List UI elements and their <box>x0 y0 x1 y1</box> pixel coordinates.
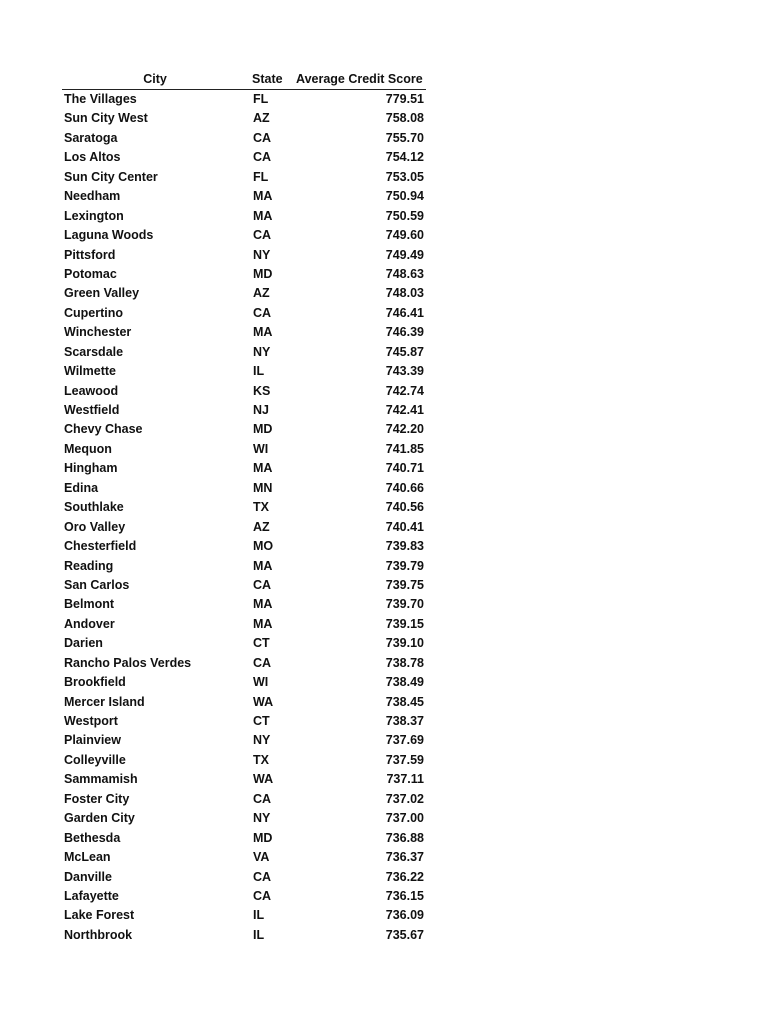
city-cell: Oro Valley <box>64 519 126 534</box>
state-cell: MA <box>253 558 273 573</box>
score-cell: 736.22 <box>385 869 424 884</box>
state-cell: CT <box>253 636 270 651</box>
table-row <box>62 576 426 595</box>
score-cell: 738.37 <box>385 714 424 728</box>
city-cell: Plainview <box>64 733 121 748</box>
city-cell: Mercer Island <box>64 694 145 709</box>
table-row <box>62 246 426 265</box>
score-cell: 745.87 <box>385 344 424 359</box>
city-cell: Belmont <box>64 597 114 612</box>
city-cell: Laguna Woods <box>64 228 154 243</box>
city-cell: Mequon <box>64 441 112 456</box>
city-cell: Lafayette <box>64 888 119 903</box>
state-cell: MA <box>253 208 273 223</box>
city-cell: Brookfield <box>64 675 126 690</box>
city-cell: Reading <box>64 558 114 573</box>
score-cell: 742.74 <box>385 383 424 398</box>
state-cell: CA <box>253 577 272 592</box>
state-cell: VA <box>253 850 270 865</box>
city-cell: Sun City Center <box>64 169 158 184</box>
city-cell: Leawood <box>64 383 119 398</box>
score-cell: 738.78 <box>385 655 424 670</box>
table-row <box>62 498 426 517</box>
table-row <box>62 109 426 128</box>
city-cell: McLean <box>64 850 111 865</box>
score-cell: 740.56 <box>385 500 424 515</box>
table-row <box>62 90 426 109</box>
city-cell: Scarsdale <box>64 344 124 359</box>
state-cell: TX <box>253 500 269 515</box>
table-row <box>62 770 426 789</box>
table-row <box>62 401 426 420</box>
state-cell: MN <box>253 480 273 495</box>
score-cell: 743.39 <box>385 364 424 379</box>
city-cell: Andover <box>64 616 115 631</box>
header-city: City <box>143 72 167 86</box>
state-cell: IL <box>253 364 265 379</box>
table-row <box>62 829 426 848</box>
city-cell: Northbrook <box>64 927 133 942</box>
score-cell: 736.15 <box>385 888 424 903</box>
table-row <box>62 634 426 653</box>
city-cell: Westfield <box>64 403 120 417</box>
state-cell: CA <box>253 130 272 145</box>
score-cell: 748.63 <box>385 266 424 281</box>
score-cell: 750.59 <box>385 208 424 223</box>
city-cell: Pittsford <box>64 247 116 262</box>
score-cell: 750.94 <box>385 189 424 204</box>
score-cell: 742.20 <box>385 422 424 437</box>
state-cell: NY <box>253 247 271 262</box>
table-row <box>62 906 426 925</box>
table-row <box>62 226 426 245</box>
state-cell: AZ <box>253 286 270 301</box>
state-cell: NY <box>253 811 271 826</box>
city-cell: Westport <box>64 714 118 728</box>
score-cell: 754.12 <box>385 150 424 165</box>
score-cell: 737.02 <box>385 791 424 806</box>
table-row <box>62 693 426 712</box>
city-cell: Wilmette <box>64 364 116 379</box>
table-header <box>62 70 426 90</box>
table-row <box>62 751 426 770</box>
score-cell: 739.83 <box>385 539 424 554</box>
city-cell: Lexington <box>64 208 124 223</box>
table-row <box>62 479 426 498</box>
state-cell: IL <box>253 908 265 923</box>
score-cell: 737.69 <box>385 733 424 748</box>
score-cell: 737.00 <box>385 811 424 826</box>
score-cell: 741.85 <box>385 441 424 456</box>
state-cell: WA <box>253 772 274 787</box>
state-cell: MA <box>253 616 273 631</box>
score-cell: 736.88 <box>385 830 424 845</box>
state-cell: NJ <box>253 403 269 417</box>
city-cell: Green Valley <box>64 286 140 301</box>
state-cell: WI <box>253 441 269 456</box>
table-row <box>62 887 426 906</box>
score-cell: 749.49 <box>385 247 424 262</box>
city-cell: Winchester <box>64 325 132 340</box>
state-cell: CA <box>253 791 272 806</box>
state-cell: NY <box>253 344 271 359</box>
state-cell: MD <box>253 266 273 281</box>
table-row <box>62 323 426 342</box>
state-cell: AZ <box>253 111 270 126</box>
score-cell: 758.08 <box>385 111 424 126</box>
state-cell: MA <box>253 461 273 476</box>
score-cell: 736.09 <box>385 908 424 923</box>
score-cell: 738.45 <box>385 694 424 709</box>
score-cell: 739.79 <box>385 558 424 573</box>
header-state: State <box>252 72 283 86</box>
score-cell: 735.67 <box>385 927 424 942</box>
score-cell: 746.41 <box>385 305 424 320</box>
score-cell: 737.59 <box>385 752 424 767</box>
header-average-credit-score: Average Credit Score <box>296 72 423 86</box>
state-cell: WA <box>253 694 274 709</box>
state-cell: CA <box>253 655 272 670</box>
city-cell: Los Altos <box>64 150 121 165</box>
table-body <box>62 90 426 945</box>
table-row <box>62 518 426 537</box>
score-cell: 738.49 <box>385 675 424 690</box>
city-cell: Rancho Palos Verdes <box>64 655 192 670</box>
table-row <box>62 362 426 381</box>
score-cell: 740.71 <box>385 461 424 476</box>
score-cell: 739.10 <box>385 636 424 651</box>
city-cell: Southlake <box>64 500 124 515</box>
city-cell: Garden City <box>64 811 135 826</box>
table-row <box>62 712 426 731</box>
table-row <box>62 731 426 750</box>
score-cell: 749.60 <box>385 228 424 243</box>
state-cell: MD <box>253 422 273 437</box>
city-cell: Edina <box>64 480 99 495</box>
score-cell: 739.70 <box>385 597 424 612</box>
table-row <box>62 673 426 692</box>
table-row <box>62 615 426 634</box>
city-cell: Darien <box>64 636 103 651</box>
city-cell: Saratoga <box>64 130 118 145</box>
state-cell: AZ <box>253 519 270 534</box>
score-cell: 737.11 <box>386 772 424 787</box>
state-cell: MD <box>253 830 273 845</box>
table-row <box>62 420 426 439</box>
table-row <box>62 926 426 945</box>
score-cell: 739.75 <box>385 577 424 592</box>
state-cell: MO <box>253 539 274 554</box>
table-row <box>62 284 426 303</box>
city-cell: Cupertino <box>64 305 124 320</box>
city-cell: Colleyville <box>64 752 126 767</box>
city-cell: Chesterfield <box>64 539 137 554</box>
table-row <box>62 595 426 614</box>
table-row <box>62 809 426 828</box>
score-cell: 739.15 <box>385 616 424 631</box>
city-cell: Hingham <box>64 461 118 476</box>
city-cell: The Villages <box>64 92 137 106</box>
city-cell: Danville <box>64 869 112 884</box>
state-cell: CA <box>253 888 272 903</box>
score-cell: 779.51 <box>385 92 424 106</box>
table-row <box>62 187 426 206</box>
score-cell: 748.03 <box>385 286 424 301</box>
table-row <box>62 848 426 867</box>
table-row <box>62 790 426 809</box>
table-row <box>62 557 426 576</box>
city-cell: Sammamish <box>64 772 138 787</box>
table-row <box>62 129 426 148</box>
state-cell: NY <box>253 733 271 748</box>
state-cell: CA <box>253 869 272 884</box>
city-cell: San Carlos <box>64 577 130 592</box>
city-cell: Potomac <box>64 266 117 281</box>
table-row <box>62 868 426 887</box>
state-cell: FL <box>253 169 269 184</box>
table-row <box>62 537 426 556</box>
table-row <box>62 459 426 478</box>
state-cell: MA <box>253 189 273 204</box>
table-row <box>62 654 426 673</box>
state-cell: CA <box>253 228 272 243</box>
city-cell: Sun City West <box>64 111 148 126</box>
table-row <box>62 343 426 362</box>
score-cell: 755.70 <box>385 130 424 145</box>
city-cell: Foster City <box>64 791 130 806</box>
score-cell: 742.41 <box>385 403 424 417</box>
table-row <box>62 382 426 401</box>
state-cell: CT <box>253 714 270 728</box>
state-cell: TX <box>253 752 269 767</box>
score-cell: 736.37 <box>385 850 424 865</box>
state-cell: MA <box>253 325 273 340</box>
city-cell: Chevy Chase <box>64 422 143 437</box>
score-cell: 740.41 <box>385 519 424 534</box>
state-cell: WI <box>253 675 269 690</box>
state-cell: CA <box>253 305 272 320</box>
table-row <box>62 148 426 167</box>
state-cell: IL <box>253 927 265 942</box>
state-cell: CA <box>253 150 272 165</box>
table-row <box>62 168 426 187</box>
score-cell: 740.66 <box>385 480 424 495</box>
state-cell: KS <box>253 383 271 398</box>
city-cell: Bethesda <box>64 830 121 845</box>
city-cell: Lake Forest <box>64 908 135 923</box>
state-cell: FL <box>253 92 269 106</box>
table-row <box>62 304 426 323</box>
score-cell: 746.39 <box>385 325 424 340</box>
table-row <box>62 207 426 226</box>
credit-score-table <box>62 70 426 945</box>
table-row <box>62 265 426 284</box>
city-cell: Needham <box>64 189 121 204</box>
score-cell: 753.05 <box>385 169 424 184</box>
state-cell: MA <box>253 597 273 612</box>
table-row <box>62 440 426 459</box>
